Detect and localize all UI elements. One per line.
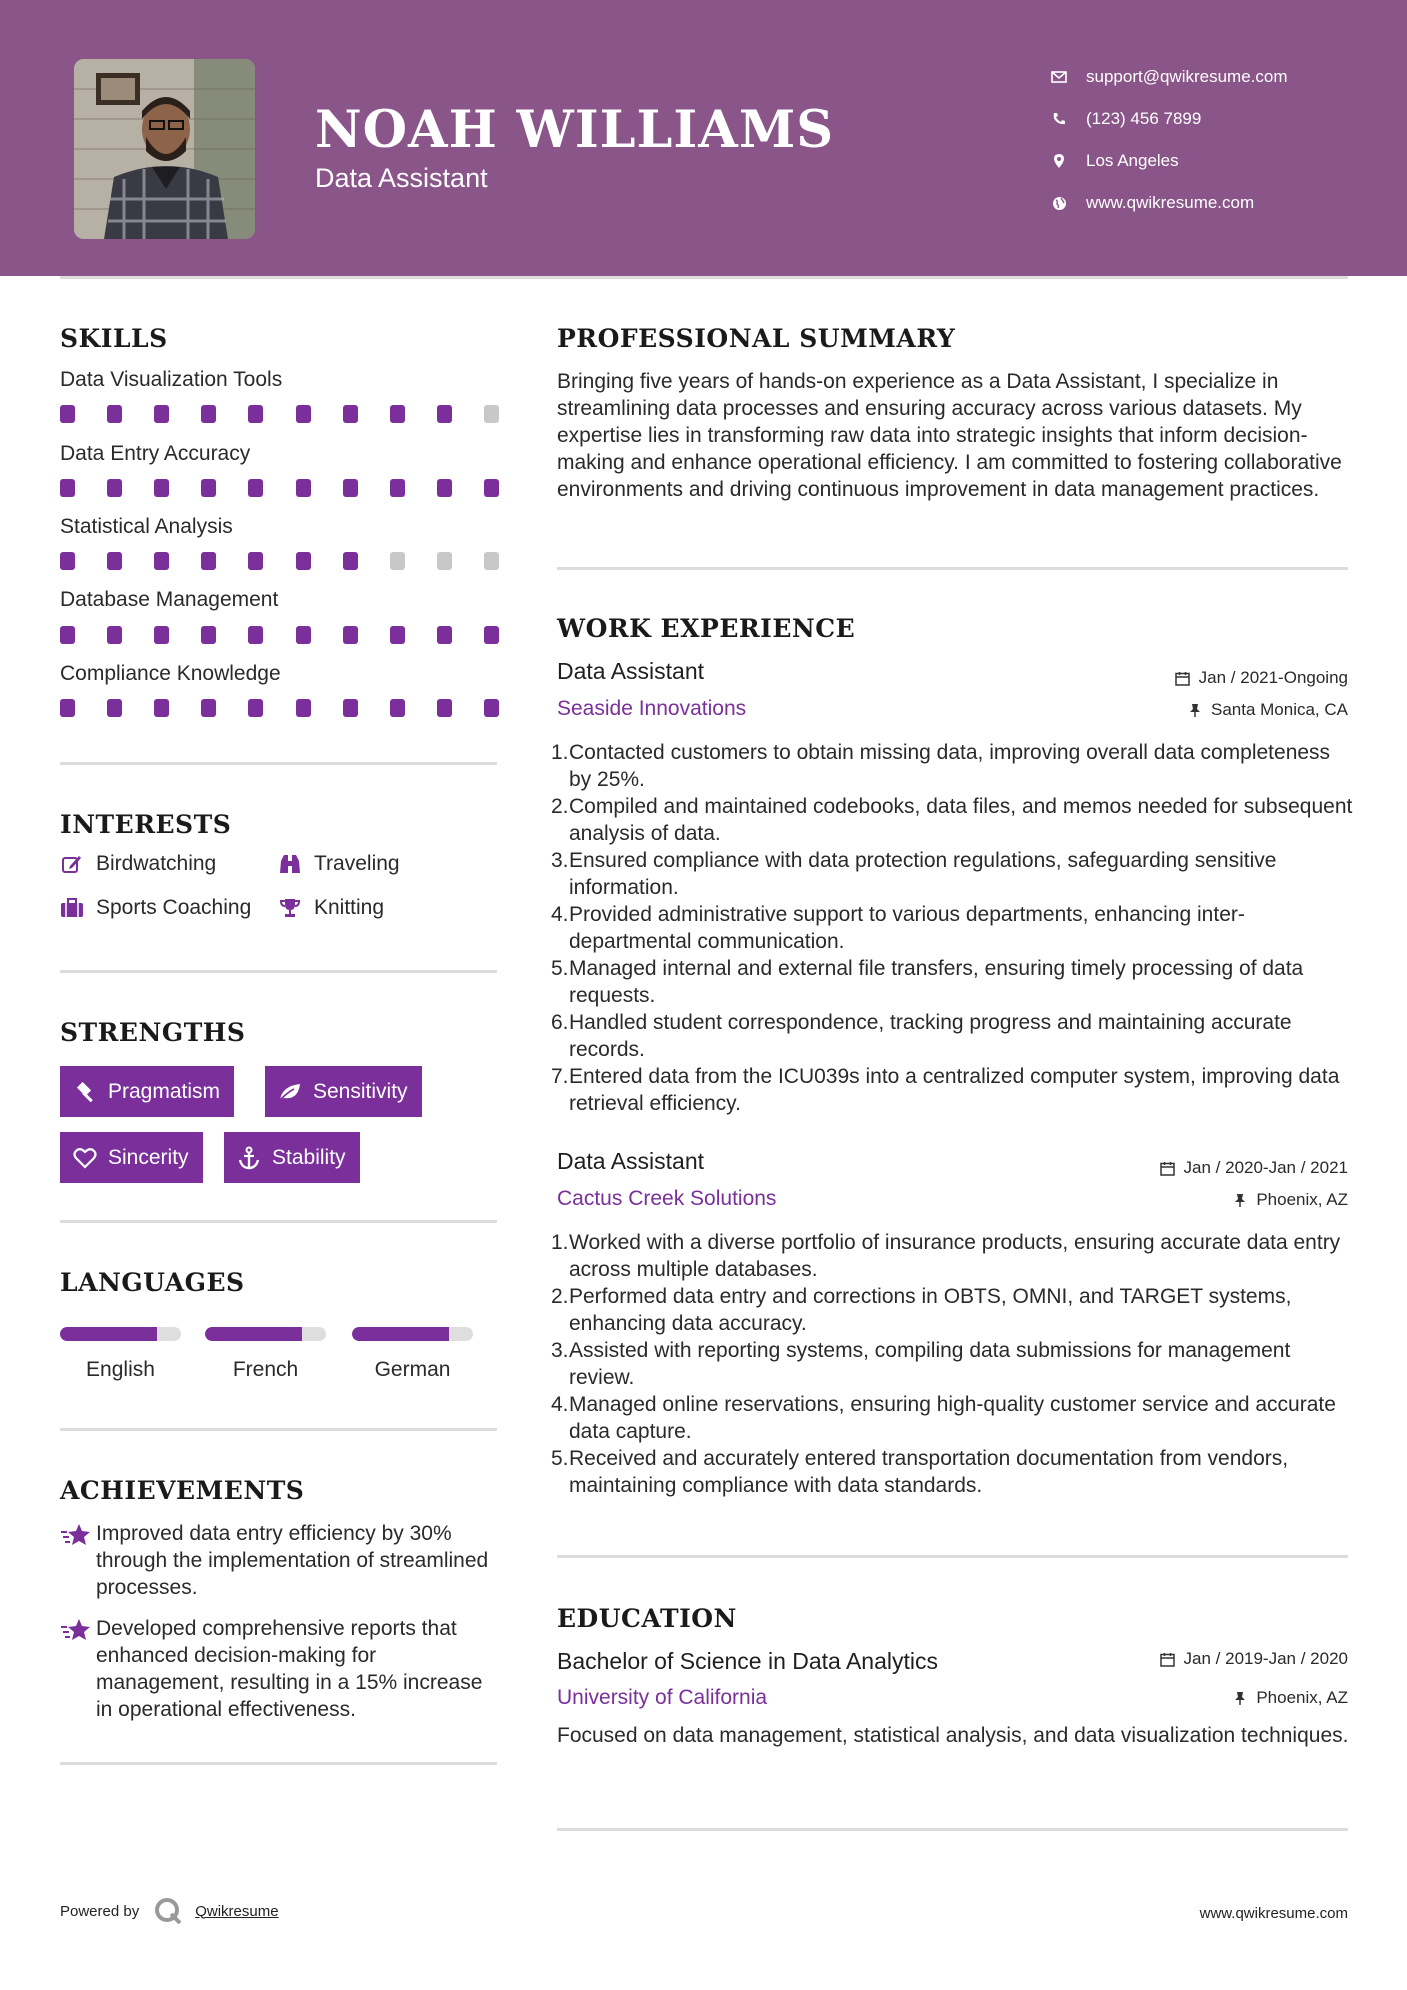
skill-dot-filled (343, 479, 358, 497)
leaf-icon (277, 1079, 303, 1105)
education-school: University of California (557, 1686, 768, 1709)
skill-name: Database Management (60, 588, 279, 611)
achievement-item (60, 1615, 500, 1723)
skill-dot-filled (60, 479, 75, 497)
skill-dot-filled (484, 479, 499, 497)
contact-phone[interactable] (1050, 98, 1288, 140)
language-name: German (374, 1358, 451, 1381)
skills-heading: SKILLS (60, 324, 168, 353)
section-divider (60, 762, 497, 765)
skill-dot-filled (390, 479, 405, 497)
skill-name: Data Entry Accuracy (60, 442, 251, 465)
list-item: 1. Contacted customers to obtain missing data, improving overall data completeness by 25%. (557, 739, 1357, 793)
skill-dot-filled (343, 626, 358, 644)
section-divider (60, 1220, 497, 1223)
summary-heading: PROFESSIONAL SUMMARY (557, 324, 956, 353)
list-item: 5. Managed internal and external file transfers, ensuring timely processing of data requests. (557, 955, 1357, 1009)
skill-dot-filled (437, 699, 452, 717)
skill-rating (60, 552, 499, 570)
achievement-text: Developed comprehensive reports that enhanced decision-making for management, resulting in a 15% increase in operational effectiveness. (96, 1617, 483, 1721)
skill-dot-filled (343, 552, 358, 570)
footer-powered-by (60, 1896, 279, 1926)
skill-dot-filled (248, 699, 263, 717)
skill-dot-filled (437, 626, 452, 644)
strength-label: Sincerity (108, 1145, 189, 1169)
language-level-fill (60, 1327, 157, 1341)
job-dates-text: Jan / 2021-Ongoing (1198, 668, 1348, 687)
skill-rating (60, 479, 499, 497)
contact-email-text: support@qwikresume.com (1086, 67, 1288, 86)
list-item: 2. Compiled and maintained codebooks, data files, and memos needed for subsequent analysis of data. (557, 793, 1357, 847)
language-level-bar (352, 1327, 473, 1341)
bullet-text: Provided administrative support to various departments, enhancing inter-departmental communication. (569, 903, 1245, 953)
bullet-text: Assisted with reporting systems, compiling data submissions for management review. (569, 1339, 1291, 1389)
skill-name: Statistical Analysis (60, 515, 233, 538)
skill-rating (60, 699, 499, 717)
bullet-text: Worked with a diverse portfolio of insurance products, ensuring accurate data entry across multiple databases. (569, 1231, 1341, 1281)
skill-dot-filled (201, 626, 216, 644)
job-bullets (551, 739, 1357, 1117)
interest-label: Birdwatching (96, 852, 217, 875)
language-name: French (232, 1358, 299, 1381)
section-divider (557, 1555, 1348, 1558)
skill-dot-filled (390, 626, 405, 644)
skill-dot-filled (107, 699, 122, 717)
skill-dot-filled (60, 405, 75, 423)
contact-location (1050, 140, 1288, 182)
contact-list (1050, 56, 1288, 224)
language-name: English (86, 1358, 155, 1381)
skill-dot-filled (107, 405, 122, 423)
skill-dot-filled (154, 699, 169, 717)
bullet-text: Managed internal and external file transfers, ensuring timely processing of data requests. (569, 957, 1304, 1007)
skill-dot-filled (390, 405, 405, 423)
header-divider (60, 276, 1348, 279)
skill-dot-filled (437, 479, 452, 497)
skill-dot-filled (154, 626, 169, 644)
achievements-heading: ACHIEVEMENTS (60, 1476, 305, 1505)
job-bullets (551, 1229, 1357, 1499)
skill-dot-filled (248, 479, 263, 497)
binoculars-icon (278, 852, 302, 876)
list-item: 2. Performed data entry and corrections in OBTS, OMNI, and TARGET systems, enhancing data accuracy. (557, 1283, 1357, 1337)
education-dates-text: Jan / 2019-Jan / 2020 (1183, 1649, 1348, 1668)
skill-dot-empty (390, 552, 405, 570)
bullet-text: Compiled and maintained codebooks, data files, and memos needed for subsequent analysis of data. (569, 795, 1353, 845)
skill-dot-filled (201, 699, 216, 717)
skill-dot-filled (343, 405, 358, 423)
list-item: 4. Managed online reservations, ensuring high-quality customer service and accurate data capture. (557, 1391, 1357, 1445)
skill-dot-filled (154, 552, 169, 570)
skill-dot-filled (60, 699, 75, 717)
strength-label: Pragmatism (108, 1079, 221, 1103)
languages-heading: LANGUAGES (60, 1268, 245, 1297)
skill-dot-filled (60, 626, 75, 644)
job-location (1187, 700, 1348, 720)
experience-heading: WORK EXPERIENCE (557, 614, 856, 643)
skill-dot-filled (248, 626, 263, 644)
skill-dot-filled (107, 626, 122, 644)
contact-phone-text: (123) 456 7899 (1086, 109, 1202, 128)
strength-label: Stability (272, 1145, 346, 1169)
education-heading: EDUCATION (557, 1604, 737, 1633)
skill-dot-filled (154, 479, 169, 497)
bullet-text: Contacted customers to obtain missing data, improving overall data completeness by 25%. (569, 741, 1331, 791)
heart-icon (72, 1145, 98, 1171)
skill-dot-filled (154, 405, 169, 423)
pushpin-icon (1232, 1690, 1248, 1706)
envelope-icon (1050, 68, 1068, 86)
job-location (1232, 1190, 1348, 1210)
job-location-text: Santa Monica, CA (1210, 700, 1348, 719)
education-dates (1160, 1649, 1348, 1669)
skill-dot-empty (437, 552, 452, 570)
pushpin-icon (1187, 702, 1203, 718)
job-dates (1175, 668, 1348, 688)
list-item: 5. Received and accurately entered transportation documentation from vendors, maintaining compliance with data standards. (557, 1445, 1357, 1499)
section-divider (557, 567, 1348, 570)
strength-badge (224, 1132, 360, 1183)
list-item: 6. Handled student correspondence, tracking progress and maintaining accurate records. (557, 1009, 1357, 1063)
bullet-text: Handled student correspondence, tracking progress and maintaining accurate records. (569, 1011, 1292, 1061)
skill-dot-filled (296, 405, 311, 423)
strength-badge (60, 1132, 203, 1183)
job-role: Data Assistant (557, 1148, 705, 1174)
skill-name: Data Visualization Tools (60, 368, 283, 391)
interest-item (278, 852, 400, 876)
list-item: 7. Entered data from the ICU039s into a centralized computer system, improving data retrieval efficiency. (557, 1063, 1357, 1117)
summary-text: Bringing five years of hands-on experience as a Data Assistant, I specialize in streamlining data processes and ensuring accuracy across various datasets. My expertise lies in transforming raw data into strategic insights that inform decision-making and enhance operational efficiency. I am committed to fostering collaborative environments and driving continuous improvement in data management practices. (557, 370, 1342, 501)
strength-badge (265, 1066, 422, 1117)
list-item: 1. Worked with a diverse portfolio of insurance products, ensuring accurate data entry across multiple databases. (557, 1229, 1357, 1283)
skill-dot-filled (296, 699, 311, 717)
resume-header (0, 0, 1407, 276)
skill-dot-filled (201, 552, 216, 570)
contact-website-text: www.qwikresume.com (1086, 193, 1255, 212)
interest-item (278, 896, 384, 920)
list-item: 3. Assisted with reporting systems, compiling data submissions for management review. (557, 1337, 1357, 1391)
skill-dot-empty (484, 405, 499, 423)
section-divider (60, 1762, 497, 1765)
language-level-fill (352, 1327, 449, 1341)
interest-item (60, 896, 251, 920)
language-level-fill (205, 1327, 302, 1341)
star-icon (60, 1617, 96, 1723)
candidate-name: NOAH WILLIAMS (315, 100, 835, 160)
education-degree: Bachelor of Science in Data Analytics (557, 1648, 938, 1674)
interests-heading: INTERESTS (60, 810, 232, 839)
interest-label: Knitting (314, 896, 385, 919)
skill-dot-filled (484, 626, 499, 644)
strength-label: Sensitivity (313, 1079, 408, 1103)
bullet-text: Managed online reservations, ensuring high-quality customer service and accurate data capture. (569, 1393, 1336, 1443)
job-dates-text: Jan / 2020-Jan / 2021 (1183, 1158, 1348, 1177)
skill-dot-filled (248, 405, 263, 423)
skill-rating (60, 405, 499, 423)
calendar-icon (1160, 1160, 1176, 1176)
interest-label: Traveling (314, 852, 400, 875)
achievement-item (60, 1520, 500, 1601)
language-level-bar (60, 1327, 181, 1341)
bullet-text: Received and accurately entered transportation documentation from vendors, maintaining compliance with data standards. (569, 1447, 1289, 1497)
list-item: 3. Ensured compliance with data protection regulations, safeguarding sensitive information. (557, 847, 1357, 901)
skill-dot-filled (296, 626, 311, 644)
skill-dot-filled (248, 552, 263, 570)
interest-label: Sports Coaching (96, 896, 252, 919)
skill-dot-filled (60, 552, 75, 570)
job-company: Cactus Creek Solutions (557, 1187, 777, 1210)
achievement-text: Improved data entry efficiency by 30% through the implementation of streamlined processes. (96, 1522, 489, 1599)
skill-dot-filled (390, 699, 405, 717)
globe-icon (1050, 194, 1068, 212)
job-dates (1160, 1158, 1348, 1178)
strengths-heading: STRENGTHS (60, 1018, 246, 1047)
education-description: Focused on data management, statistical analysis, and data visualization techniques. (557, 1724, 1349, 1747)
skill-dot-filled (201, 479, 216, 497)
contact-email[interactable] (1050, 56, 1288, 98)
section-divider (60, 970, 497, 973)
section-divider (60, 1428, 497, 1431)
job-role: Data Assistant (557, 658, 705, 684)
contact-website[interactable] (1050, 182, 1288, 224)
candidate-title: Data Assistant (315, 163, 488, 193)
powered-by-label: Powered by (60, 1902, 140, 1920)
language-level-bar (205, 1327, 326, 1341)
briefcase-icon (60, 896, 84, 920)
skill-dot-filled (201, 405, 216, 423)
bullet-text: Entered data from the ICU039s into a centralized computer system, improving data retrieval efficiency. (569, 1065, 1340, 1115)
calendar-icon (1160, 1651, 1176, 1667)
job-company: Seaside Innovations (557, 697, 747, 720)
job-location-text: Phoenix, AZ (1256, 1190, 1348, 1209)
calendar-icon (1175, 670, 1191, 686)
star-icon (60, 1522, 96, 1601)
trophy-icon (278, 896, 302, 920)
gavel-icon (72, 1079, 98, 1105)
skill-dot-filled (107, 479, 122, 497)
strength-badge (60, 1066, 234, 1117)
skill-dot-empty (484, 552, 499, 570)
education-location-text: Phoenix, AZ (1256, 1688, 1348, 1707)
skill-rating (60, 626, 499, 644)
profile-photo (74, 59, 255, 239)
footer-website-link[interactable]: www.qwikresume.com (1199, 1905, 1348, 1922)
skill-dot-filled (343, 699, 358, 717)
anchor-icon (236, 1145, 262, 1171)
list-item: 4. Provided administrative support to various departments, enhancing inter-departmental communication. (557, 901, 1357, 955)
qwikresume-logo-icon (153, 1896, 183, 1926)
section-divider (557, 1828, 1348, 1831)
map-pin-icon (1050, 152, 1068, 170)
bullet-text: Ensured compliance with data protection regulations, safeguarding sensitive information. (569, 849, 1277, 899)
skill-dot-filled (296, 552, 311, 570)
skill-dot-filled (107, 552, 122, 570)
education-location (1232, 1688, 1348, 1708)
contact-location-text: Los Angeles (1086, 151, 1179, 170)
pushpin-icon (1232, 1192, 1248, 1208)
skill-dot-filled (437, 405, 452, 423)
brand-link[interactable]: Qwikresume (195, 1902, 279, 1920)
bullet-text: Performed data entry and corrections in OBTS, OMNI, and TARGET systems, enhancing data accuracy. (569, 1285, 1292, 1335)
skill-dot-filled (296, 479, 311, 497)
interest-item (60, 852, 216, 876)
skill-name: Compliance Knowledge (60, 662, 281, 685)
phone-icon (1050, 110, 1068, 128)
pencil-icon (60, 852, 84, 876)
skill-dot-filled (484, 699, 499, 717)
